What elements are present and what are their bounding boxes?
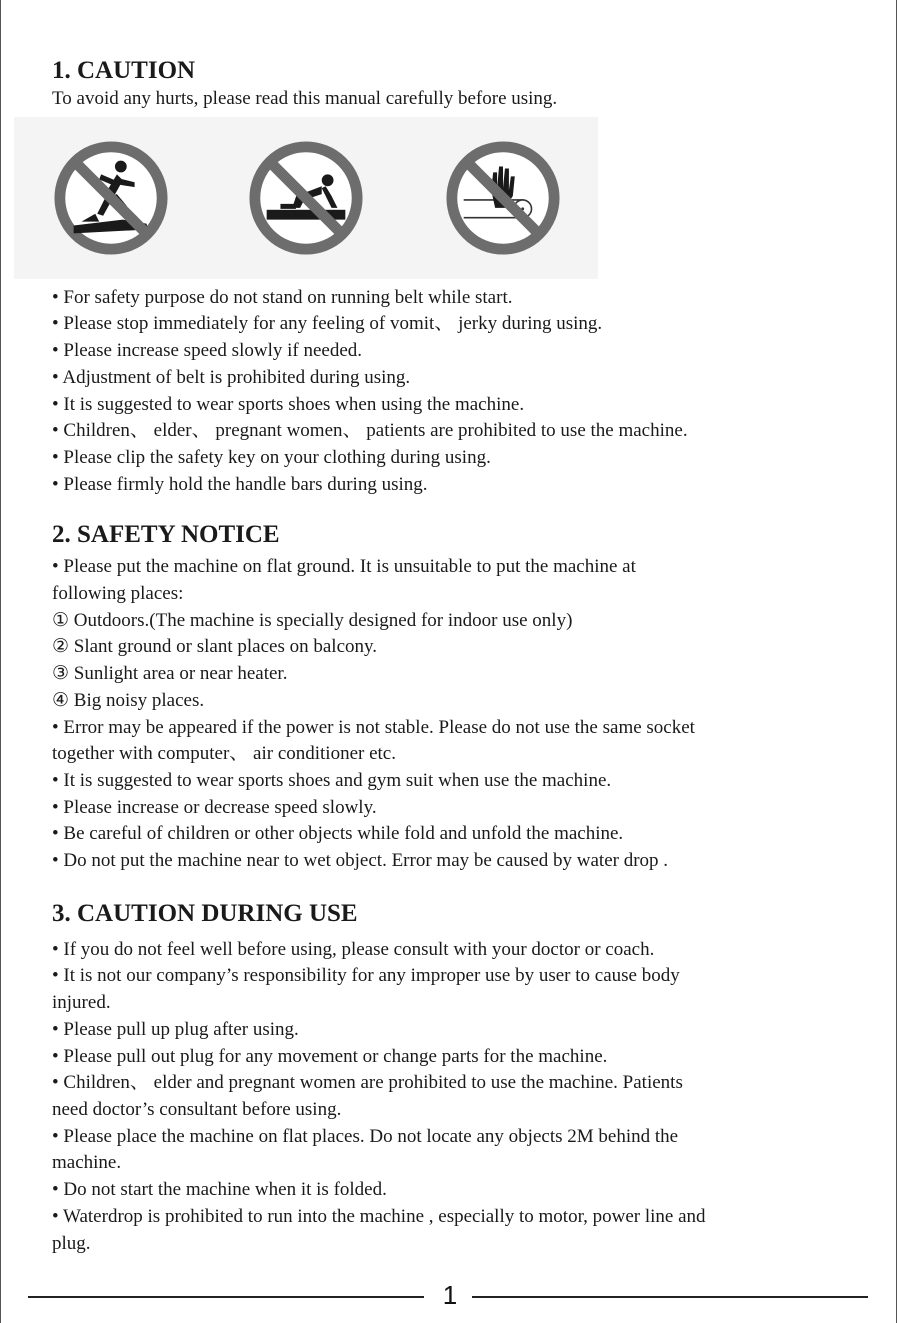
list-item: • Children、 elder、 pregnant women、 patients are prohibited to use the machine. (52, 420, 688, 442)
text-line: • Do not put the machine near to wet object. Error may be caused by water drop . (52, 850, 669, 872)
section2-title: 2. SAFETY NOTICE (52, 521, 280, 549)
list-item: • It is suggested to wear sports shoes when using the machine. (52, 393, 525, 415)
list-item: • Please stop immediately for any feeling of vomit、 jerky during using. (52, 313, 603, 335)
list-item: • Adjustment of belt is prohibited during using. (52, 366, 411, 388)
text-line: • Do not start the machine when it is folded. (52, 1179, 387, 1201)
text-line: plug. (52, 1232, 91, 1254)
text-line: need doctor’s consultant before using. (52, 1098, 342, 1120)
text-line: • It is not our company’s responsibility for any improper use by user to cause body (52, 965, 680, 987)
text-line: ① Outdoors.(The machine is specially designed for indoor use only) (52, 609, 573, 631)
text-line: • Please put the machine on flat ground. It is unsuitable to put the machine at (52, 556, 636, 578)
text-line: ④ Big noisy places. (52, 689, 205, 711)
text-line: • Waterdrop is prohibited to run into the machine , especially to motor, power line and (52, 1205, 706, 1227)
list-item: • For safety purpose do not stand on running belt while start. (52, 286, 513, 308)
text-line: • Please place the machine on flat places. Do not locate any objects 2M behind the (52, 1125, 679, 1147)
section3-text (52, 937, 842, 1257)
section1-intro: To avoid any hurts, please read this manual carefully before using. (52, 88, 558, 109)
text-line: • Error may be appeared if the power is not stable. Please do not use the same socket (52, 716, 695, 738)
no-hand-near-belt-icon (444, 139, 562, 257)
section1-title: 1. CAUTION (52, 57, 196, 84)
text-line: • Please increase or decrease speed slowly. (52, 796, 377, 818)
text-line: following places: (52, 583, 184, 605)
prohibition-icons-panel (14, 117, 598, 279)
text-line: • It is suggested to wear sports shoes and gym suit when use the machine. (52, 769, 612, 791)
page-number: 1 (442, 1280, 458, 1310)
no-standing-on-running-belt-icon (52, 139, 170, 257)
text-line: • If you do not feel well before using, please consult with your doctor or coach. (52, 938, 655, 960)
text-line: injured. (52, 992, 111, 1014)
text-line: machine. (52, 1152, 122, 1174)
section3-title: 3. CAUTION DURING USE (52, 899, 358, 927)
page-left-border (0, 0, 1, 1323)
text-line: together with computer、 air conditioner etc. (52, 743, 396, 765)
text-line: ② Slant ground or slant places on balcony. (52, 636, 378, 658)
footer-rule-left (28, 1296, 424, 1298)
text-line: ③ Sunlight area or near heater. (52, 663, 288, 685)
text-line: • Please pull out plug for any movement or change parts for the machine. (52, 1045, 608, 1067)
list-item: • Please firmly hold the handle bars during using. (52, 473, 428, 495)
text-line: • Please pull up plug after using. (52, 1018, 299, 1040)
section1-bullet-list (52, 285, 842, 499)
text-line: • Children、 elder and pregnant women are prohibited to use the machine. Patients (52, 1072, 683, 1094)
footer-rule-right (472, 1296, 868, 1298)
section2-text (52, 554, 842, 874)
list-item: • Please increase speed slowly if needed. (52, 340, 363, 362)
list-item: • Please clip the safety key on your clothing during using. (52, 446, 491, 468)
text-line: • Be careful of children or other objects while fold and unfold the machine. (52, 823, 624, 845)
no-kneeling-on-belt-icon (247, 139, 365, 257)
manual-page (52, 56, 842, 1257)
